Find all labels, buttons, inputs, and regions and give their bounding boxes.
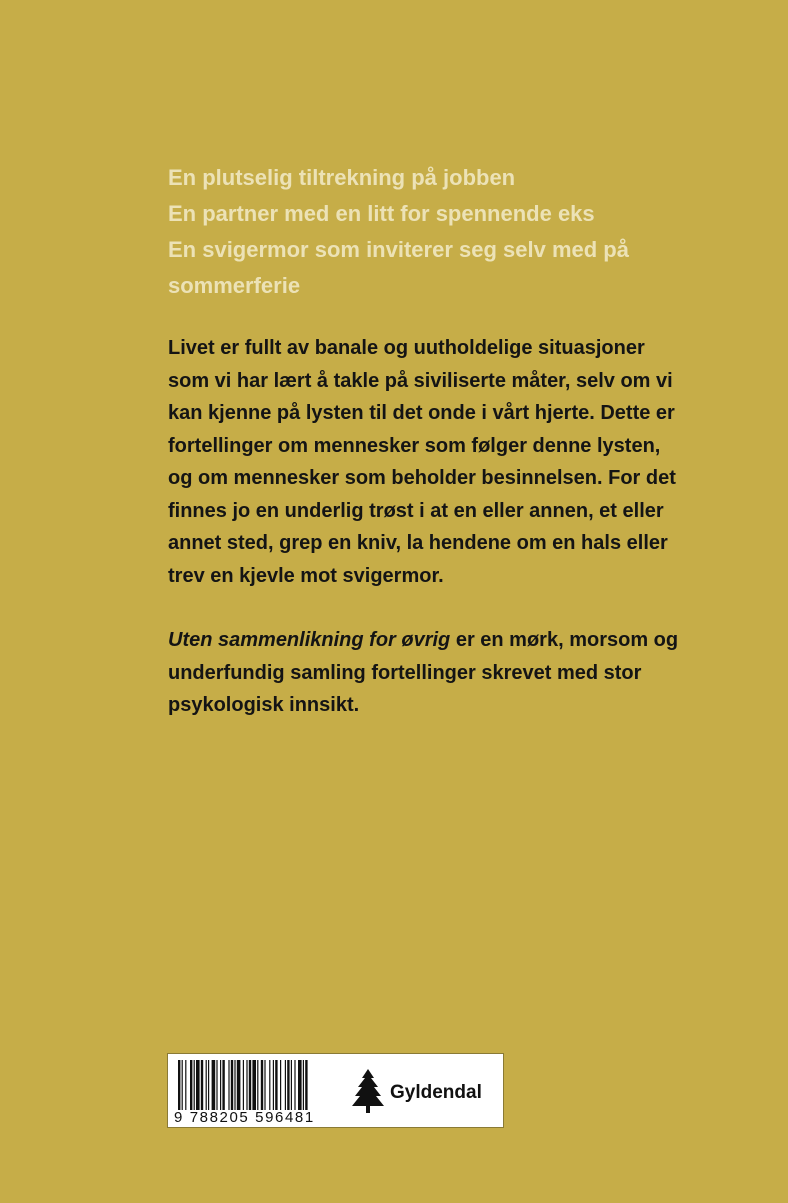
book-title: Uten sammenlikning for øvrig xyxy=(168,629,451,651)
blurb-line: og om mennesker som beholder besinnelsen. For det xyxy=(168,467,676,489)
blurb-line: kan kjenne på lysten til det onde i vårt hjerte. Dette er xyxy=(168,402,675,424)
teaser-line: En plutselig tiltrekning på jobben xyxy=(168,165,516,190)
blurb-paragraph-2 xyxy=(168,624,768,722)
blurb-line: fortellinger om mennesker som følger denne lysten, xyxy=(168,434,661,457)
blurb-paragraph-1 xyxy=(168,332,768,592)
blurb-line: som vi har lært å takle på siviliserte måter, selv om vi xyxy=(168,369,673,392)
blurb-line xyxy=(168,624,768,657)
teaser-line: En svigermor som inviterer seg selv med på xyxy=(168,237,629,262)
paragraph-gap xyxy=(168,592,768,624)
isbn-number: 9 788205 596481 xyxy=(174,1109,315,1126)
barcode-box xyxy=(167,1053,504,1128)
blurb-line: trev en kjevle mot svigermor. xyxy=(168,564,444,587)
blurb-line: Livet er fullt av banale og uutholdelige situasjoner xyxy=(168,337,645,359)
teaser-line: sommerferie xyxy=(168,273,301,298)
publisher-name: Gyldendal xyxy=(390,1082,482,1103)
barcode-icon xyxy=(176,1060,348,1110)
teaser-lines xyxy=(168,160,768,304)
blurb-line: psykologisk innsikt. xyxy=(168,694,360,716)
blurb-text: er en mørk, morsom og xyxy=(450,629,679,651)
fir-tree-icon xyxy=(351,1069,385,1113)
teaser-line: En partner med en litt for spennende eks xyxy=(168,201,595,226)
blurb-line: finnes jo en underlig trøst i at en eller annen, et eller xyxy=(168,499,664,522)
blurb xyxy=(168,332,768,722)
blurb-line: underfundig samling fortellinger skrevet med stor xyxy=(168,661,642,684)
blurb-line: annet sted, grep en kniv, la hendene om en hals eller xyxy=(168,532,668,554)
